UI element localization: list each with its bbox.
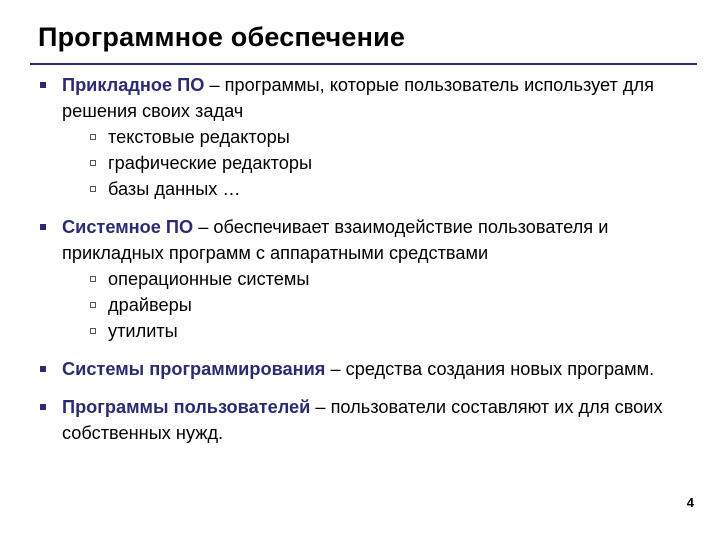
- bullet-item-system-software: [38, 214, 678, 344]
- bullet-item-user-programs: [38, 394, 678, 446]
- hollow-square-bullet-icon: [90, 328, 96, 334]
- sub-item-label: базы данных …: [108, 179, 241, 199]
- item-description: – пользователи составляют их для своих собственных нужд.: [62, 397, 663, 443]
- item-description: – программы, которые пользователь использует для решения своих задач: [62, 75, 654, 121]
- square-bullet-icon: [40, 224, 46, 230]
- item-term: Системное ПО: [62, 217, 194, 237]
- square-bullet-icon: [40, 82, 46, 88]
- item-term: Программы пользователей: [62, 397, 311, 417]
- page-number: 4: [686, 495, 694, 510]
- hollow-square-bullet-icon: [90, 160, 96, 166]
- sub-item-label: операционные системы: [108, 269, 310, 289]
- hollow-square-bullet-icon: [90, 276, 96, 282]
- square-bullet-icon: [40, 404, 46, 410]
- sub-item: [62, 176, 678, 202]
- sub-item: [62, 150, 678, 176]
- sub-list: [62, 124, 678, 202]
- bullet-item-programming-systems: [38, 356, 678, 382]
- item-term: Прикладное ПО: [62, 75, 205, 95]
- sub-item: [62, 318, 678, 344]
- sub-item: [62, 266, 678, 292]
- sub-item-label: текстовые редакторы: [108, 127, 290, 147]
- item-term: Системы программирования: [62, 359, 326, 379]
- bullet-item-application-software: [38, 72, 678, 202]
- square-bullet-icon: [40, 366, 46, 372]
- slide-content: [38, 72, 678, 446]
- title-divider: [30, 63, 697, 65]
- slide-title: Программное обеспечение: [38, 22, 406, 52]
- item-description: – средства создания новых программ.: [325, 359, 655, 379]
- hollow-square-bullet-icon: [90, 186, 96, 192]
- sub-item: [62, 292, 678, 318]
- sub-list: [62, 266, 678, 344]
- sub-item-label: утилиты: [108, 321, 178, 341]
- hollow-square-bullet-icon: [90, 302, 96, 308]
- item-description: – обеспечивает взаимодействие пользователя и прикладных программ с аппаратными средствами: [62, 217, 609, 263]
- sub-item-label: драйверы: [108, 295, 192, 315]
- sub-item: [62, 124, 678, 150]
- sub-item-label: графические редакторы: [108, 153, 313, 173]
- hollow-square-bullet-icon: [90, 134, 96, 140]
